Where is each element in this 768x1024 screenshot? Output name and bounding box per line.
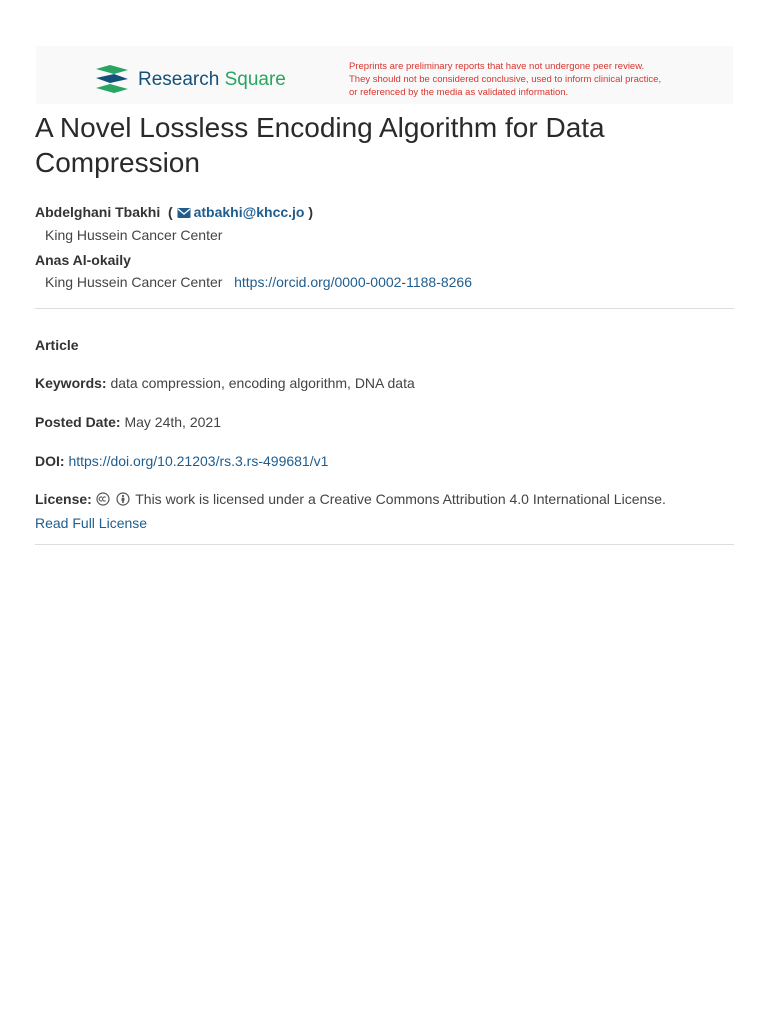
preprint-disclaimer [349, 60, 719, 99]
author-1-email-link[interactable] [177, 204, 309, 220]
creative-commons-icon [96, 492, 110, 506]
license-row [35, 490, 735, 508]
author-2-affiliation-row [45, 273, 472, 291]
doi-link[interactable]: https://doi.org/10.21203/rs.3.rs-499681/v1 [68, 453, 329, 469]
author-1 [35, 203, 313, 221]
keywords-row [35, 374, 735, 392]
article-type-label: Article [35, 337, 79, 353]
logo-square-text: Square [224, 69, 286, 90]
keywords-label: Keywords: [35, 375, 107, 391]
doi-row [35, 452, 735, 470]
disclaimer-line: They should not be considered conclusive, used to inform clinical practice, [349, 74, 662, 85]
article-type [35, 336, 735, 354]
author-1-name: Abdelghani Tbakhi [35, 204, 161, 220]
paper-title [35, 110, 735, 180]
envelope-icon [177, 207, 191, 219]
posted-date-label: Posted Date: [35, 414, 121, 430]
author-1-email: atbakhi@khcc.jo [193, 204, 305, 220]
license-label: License: [35, 491, 92, 507]
license-text: This work is licensed under a Creative Commons Attribution 4.0 International License. [135, 491, 666, 507]
author-2-orcid-link[interactable]: https://orcid.org/0000-0002-1188-8266 [234, 274, 472, 290]
attribution-icon [116, 492, 130, 506]
author-2-name: Anas Al-okaily [35, 252, 131, 268]
close-paren: ) [308, 204, 314, 220]
logo-research-text: Research [138, 69, 220, 90]
paper-title-line: A Novel Lossless Encoding Algorithm for Data [35, 112, 605, 143]
author-2-affiliation: King Hussein Cancer Center [45, 274, 223, 290]
paper-title-line: Compression [35, 147, 200, 178]
disclaimer-line: or referenced by the media as validated information. [349, 87, 569, 98]
posted-date-value: May 24th, 2021 [124, 414, 221, 430]
open-paren: ( [168, 204, 173, 220]
research-square-logo-icon [94, 65, 130, 95]
posted-date-row [35, 413, 735, 431]
research-square-logo[interactable] [94, 64, 286, 96]
divider [35, 308, 734, 309]
logo-wordmark [138, 69, 286, 91]
read-license-row [35, 514, 735, 532]
keywords-value: data compression, encoding algorithm, DNA data [110, 375, 415, 391]
author-1-affiliation: King Hussein Cancer Center [45, 227, 223, 243]
doi-label: DOI: [35, 453, 65, 469]
disclaimer-line: Preprints are preliminary reports that have not undergone peer review. [349, 61, 645, 72]
divider [35, 544, 734, 545]
read-full-license-link[interactable]: Read Full License [35, 515, 148, 531]
header-banner [36, 46, 733, 104]
